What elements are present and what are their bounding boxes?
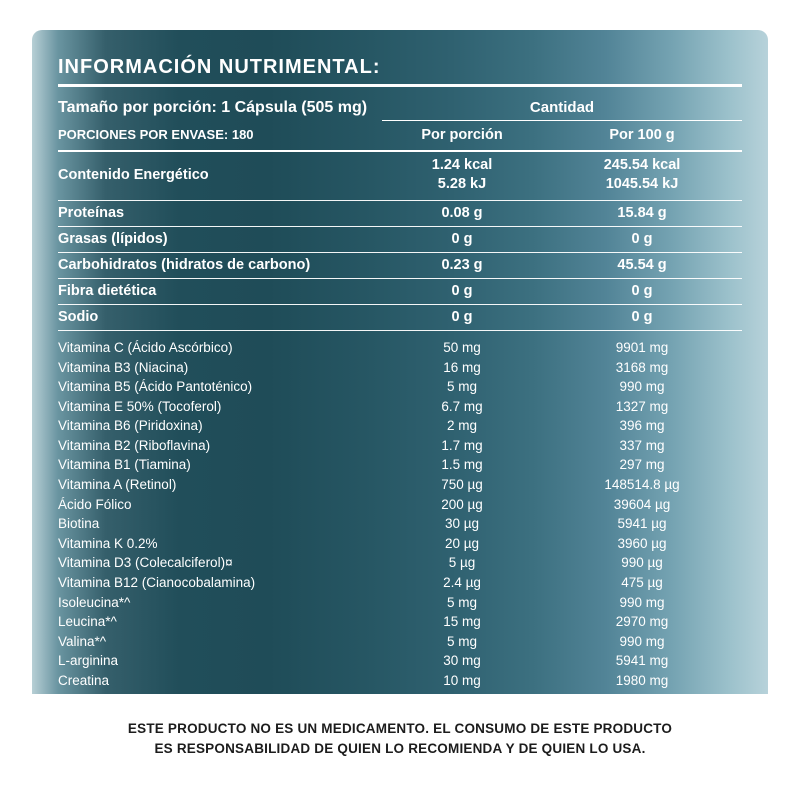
per-100g-value: 475 µg (621, 575, 663, 591)
per-100g-value (542, 156, 742, 195)
table-row (58, 338, 742, 358)
per-portion-value: 1.5 mg (441, 457, 483, 473)
table-row (58, 253, 742, 279)
energy-kcal-100g: 245.54 kcal (603, 156, 681, 173)
per-100g-value: 0 g (631, 309, 653, 326)
nutrient-name: Ácido Fólico (58, 496, 132, 512)
energy-kcal-portion: 1.24 kcal (431, 156, 493, 173)
per-100g-value: 5941 mg (615, 653, 669, 669)
per-portion-value: 5 mg (446, 379, 477, 395)
per-portion-value: 5 mg (446, 594, 477, 610)
per-portion-value: 200 µg (441, 496, 483, 512)
energy-kj-portion: 5.28 kJ (437, 176, 487, 193)
energy-kj-100g: 1045.54 kJ (605, 176, 679, 193)
per-100g-value: 297 mg (619, 457, 665, 473)
nutrient-name: Vitamina B12 (Cianocobalamina) (58, 575, 256, 591)
servings-per-container-text: PORCIONES POR ENVASE: 180 (58, 127, 254, 142)
nutrient-name: Vitamina A (Retinol) (58, 477, 177, 493)
nutrient-name: Vitamina B1 (Tiamina) (58, 457, 191, 473)
nutrient-name: Proteínas (58, 205, 125, 222)
per-100g-value: 1980 mg (615, 673, 669, 689)
nutrient-name: Valina*^ (58, 633, 107, 649)
nutrient-name: Vitamina B5 (Ácido Pantoténico) (58, 379, 253, 395)
nutrient-name: Sodio (58, 309, 99, 326)
table-row (58, 553, 742, 573)
serving-size-text: Tamaño por porción: 1 Cápsula (505 mg) (58, 98, 368, 116)
nutrient-name: Biotina (58, 516, 100, 532)
disclaimer-line-2: ES RESPONSABILIDAD DE QUIEN LO RECOMIENDA Y DE QUIEN LO USA. (154, 741, 646, 756)
per-portion-value: 30 µg (444, 516, 480, 532)
nutrient-name: Carbohidratos (hidratos de carbono) (58, 257, 311, 274)
nutrient-name: Fibra dietética (58, 283, 157, 300)
per-portion-value: 20 µg (444, 535, 480, 551)
per-portion-value: 1.7 mg (441, 437, 483, 453)
nutrient-name: Vitamina E 50% (Tocoferol) (58, 398, 222, 414)
per-100g-value: 39604 µg (613, 496, 671, 512)
per-100g-value: 9901 mg (615, 339, 669, 355)
table-row (58, 305, 742, 331)
energy-row (58, 152, 742, 201)
nutrient-name: Grasas (lípidos) (58, 231, 168, 248)
per-100g-value: 990 mg (619, 594, 665, 610)
table-row (58, 612, 742, 632)
per-portion-value (382, 156, 542, 195)
per-100g-value: 148514.8 µg (604, 477, 680, 493)
column-header-per-100g: Por 100 g (609, 126, 675, 143)
per-portion-value: 0.23 g (441, 257, 483, 274)
per-portion-value: 2.4 µg (443, 575, 481, 591)
per-100g-value: 990 mg (619, 633, 665, 649)
per-portion-value: 5 mg (446, 633, 477, 649)
per-portion-value: 750 µg (441, 477, 483, 493)
per-100g-value: 0 g (631, 231, 653, 248)
table-row (58, 377, 742, 397)
nutrient-name: Vitamina B6 (Piridoxina) (58, 418, 203, 434)
macronutrient-rows (58, 201, 742, 331)
nutrient-name: L-arginina (58, 653, 119, 669)
quantity-header: Cantidad (529, 99, 595, 116)
table-row (58, 573, 742, 593)
per-portion-value: 5 µg (448, 555, 476, 571)
disclaimer-line-1: ESTE PRODUCTO NO ES UN MEDICAMENTO. EL CONSUMO DE ESTE PRODUCTO (127, 721, 673, 737)
per-100g-value: 337 mg (619, 437, 665, 453)
table-row (58, 416, 742, 436)
per-portion-value: 0 g (451, 283, 473, 300)
per-portion-value: 50 mg (443, 339, 481, 355)
per-100g-value: 3960 µg (617, 535, 667, 551)
table-row (58, 494, 742, 514)
nutrient-name: Vitamina B3 (Niacina) (58, 359, 189, 375)
table-row (58, 201, 742, 227)
per-100g-value: 3168 mg (615, 359, 669, 375)
per-100g-value: 15.84 g (617, 205, 667, 222)
table-row (58, 651, 742, 671)
nutrient-name: Vitamina K 0.2% (58, 535, 158, 551)
title-underline (58, 84, 742, 87)
per-100g-value: 990 mg (619, 379, 665, 395)
table-row (58, 396, 742, 416)
per-100g-value: 2970 mg (615, 614, 669, 630)
table-row (58, 632, 742, 652)
per-100g-value: 0 g (631, 283, 653, 300)
nutrient-name: Vitamina B2 (Riboflavina) (58, 437, 211, 453)
per-portion-value: 10 mg (443, 673, 481, 689)
per-portion-value: 16 mg (443, 359, 481, 375)
nutrient-name: Vitamina C (Ácido Ascórbico) (58, 339, 233, 355)
per-portion-value: 6.7 mg (441, 398, 483, 414)
nutrient-name: Creatina (58, 673, 110, 689)
nutrient-name: Vitamina D3 (Colecalciferol)¤ (58, 555, 233, 571)
nutrition-label (32, 30, 768, 772)
nutrient-name: Isoleucina*^ (58, 594, 131, 610)
per-100g-value: 1327 mg (615, 398, 669, 414)
table-row (58, 514, 742, 534)
nutrient-name: Leucina*^ (58, 614, 117, 630)
table-row (58, 592, 742, 612)
quantity-underline (382, 118, 742, 121)
table-row (58, 475, 742, 495)
table-row (58, 436, 742, 456)
micronutrient-rows (58, 338, 742, 691)
nutrient-name: Contenido Energético (58, 167, 209, 184)
per-portion-value: 2 mg (446, 418, 477, 434)
table-row (58, 455, 742, 475)
per-100g-value: 396 mg (619, 418, 665, 434)
per-100g-value: 45.54 g (617, 257, 667, 274)
per-portion-value: 30 mg (443, 653, 481, 669)
table-row (58, 534, 742, 554)
per-portion-value: 15 mg (443, 614, 481, 630)
table-row (58, 227, 742, 253)
per-portion-value: 0.08 g (441, 205, 483, 222)
per-portion-value: 0 g (451, 309, 473, 326)
column-header-per-portion: Por porción (421, 126, 503, 143)
table-row (58, 279, 742, 305)
disclaimer-strip (0, 694, 800, 778)
table-row (58, 671, 742, 691)
per-portion-value: 0 g (451, 231, 473, 248)
per-100g-value: 990 µg (621, 555, 663, 571)
nutrition-facts-title: INFORMACIÓN NUTRIMENTAL: (58, 56, 381, 78)
table-header (58, 99, 742, 143)
label-content (32, 30, 768, 716)
table-row (58, 357, 742, 377)
per-100g-value: 5941 µg (617, 516, 667, 532)
